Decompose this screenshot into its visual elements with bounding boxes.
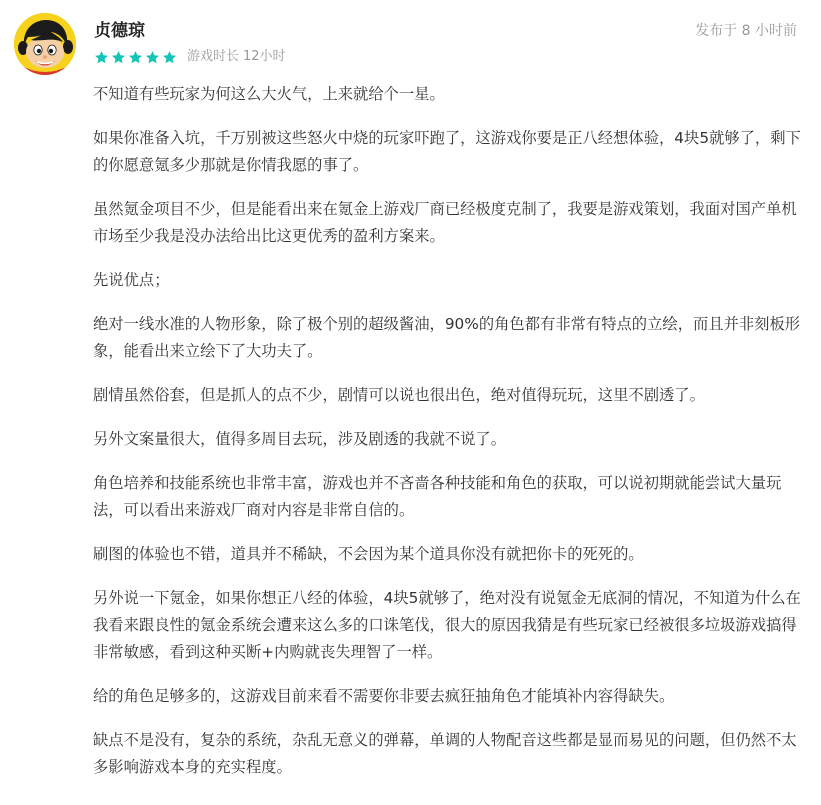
review-paragraph: 另外说一下氪金，如果你想正八经的体验，4块5就够了，绝对没有说氪金无底洞的情况，不知道为什么在我看来跟良性的氪金系统会遭来这么多的口诛笔伐，很大的原因我猜是有些玩家已经被很多垃圾游戏搞得非常敏感，看到这种买断+内购就丧失理智了一样。 bbox=[93, 589, 801, 661]
review-paragraph: 给的角色足够多的，这游戏目前来看不需要你非要去疯狂抽角色才能填补内容得缺失。 bbox=[93, 687, 675, 705]
review-paragraph: 缺点不是没有，复杂的系统，杂乱无意义的弹幕，单调的人物配音这些都是显而易见的问题，但仍然不太多影响游戏本身的充实程度。 bbox=[93, 731, 797, 776]
review-paragraph: 角色培养和技能系统也非常丰富，游戏也并不吝啬各种技能和角色的获取，可以说初期就能尝试大量玩法，可以看出来游戏厂商对内容是非常自信的。 bbox=[93, 474, 782, 519]
star-icon bbox=[111, 50, 126, 65]
star-icon bbox=[162, 50, 177, 65]
playtime-label: 游戏时长 bbox=[187, 49, 240, 64]
star-icon bbox=[145, 50, 160, 65]
star-icon bbox=[94, 50, 109, 65]
review-paragraph: 剧情虽然俗套，但是抓人的点不少，剧情可以说也很出色，绝对值得玩玩，这里不剧透了。 bbox=[93, 386, 705, 404]
star-icon bbox=[128, 50, 143, 65]
username[interactable]: 贞德琼 bbox=[94, 21, 145, 41]
playtime bbox=[187, 47, 286, 67]
review-paragraph: 虽然氪金项目不少，但是能看出来在氪金上游戏厂商已经极度克制了，我要是游戏策划，我面对国产单机市场至少我是没办法给出比这更优秀的盈利方案来。 bbox=[93, 200, 797, 245]
review-paragraph: 如果你准备入坑，千万别被这些怒火中烧的玩家吓跑了，这游戏你要是正八经想体验，4块5就够了，剩下的你愿意氪多少那就是你情我愿的事了。 bbox=[93, 129, 801, 174]
review-paragraph: 绝对一线水准的人物形象，除了极个别的超级酱油，90%的角色都有非常有特点的立绘，而且并非刻板形象，能看出来立绘下了大功夫了。 bbox=[93, 315, 801, 360]
review-paragraph: 刷图的体验也不错，道具并不稀缺，不会因为某个道具你没有就把你卡的死死的。 bbox=[93, 545, 644, 563]
publish-time: 发布于 8 小时前 bbox=[695, 23, 797, 39]
playtime-value: 12小时 bbox=[243, 49, 286, 64]
avatar[interactable] bbox=[14, 13, 76, 75]
review-paragraph: 不知道有些玩家为何这么大火气，上来就给个一星。 bbox=[93, 85, 445, 103]
review-paragraph: 先说优点； bbox=[93, 271, 170, 289]
cartoon-girl-avatar-icon bbox=[14, 13, 76, 75]
review-meta bbox=[94, 47, 286, 67]
review-body bbox=[93, 81, 805, 798]
rating-stars bbox=[94, 50, 179, 65]
review-paragraph: 另外文案量很大，值得多周目去玩，涉及剧透的我就不说了。 bbox=[93, 430, 507, 448]
